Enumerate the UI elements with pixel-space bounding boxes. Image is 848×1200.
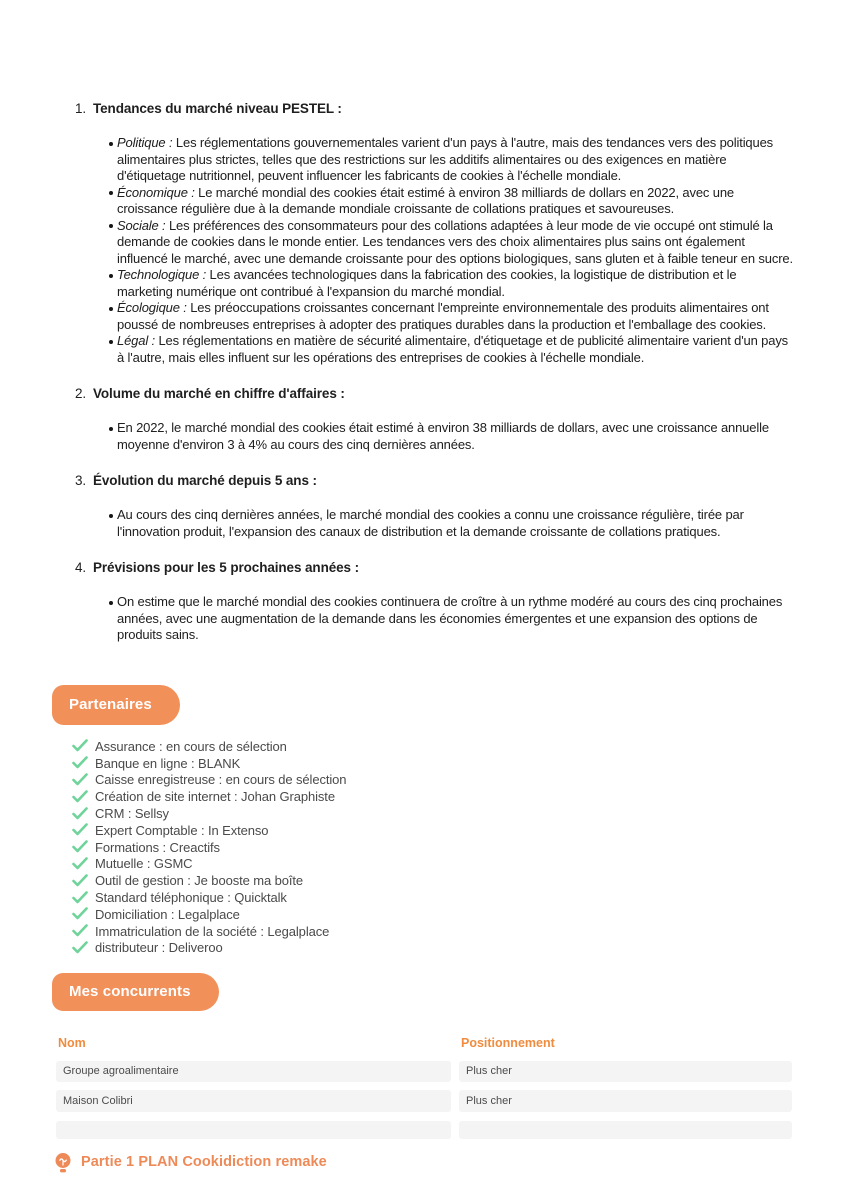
bullet-text: En 2022, le marché mondial des cookies était estimé à environ 38 milliards de dollars, avec une croissance annuelle moyenne d'environ 3 à 4% au cours des cinq dernières années. — [117, 420, 769, 452]
section-title: Prévisions pour les 5 prochaines années : — [93, 560, 359, 575]
page-title: Partie 1 PLAN Cookidiction remake — [81, 1154, 327, 1171]
check-icon — [72, 823, 88, 836]
section-title: Tendances du marché niveau PESTEL : — [93, 101, 342, 116]
check-item-label: Outil de gestion : Je booste ma boîte — [95, 873, 304, 889]
check-icon — [72, 773, 88, 786]
section-number: 4. — [75, 560, 87, 575]
bullet-item-technologique — [109, 267, 793, 300]
bullet-dot-icon — [109, 224, 113, 228]
check-item-label: Mutuelle : GSMC — [95, 856, 193, 872]
bullet-text: Technologique : Les avancées technologiques dans la fabrication des cookies, la logistique de distribution et le marketing numérique ont contribué à l'expansion du marché mondial. — [117, 267, 737, 299]
bullet-dot-icon — [109, 274, 113, 278]
bullet-list — [109, 135, 793, 366]
check-item-label: distributeur : Deliveroo — [95, 940, 223, 956]
check-icon — [72, 840, 88, 853]
check-item-caisse[interactable] — [72, 771, 848, 788]
check-item-mutuelle[interactable] — [72, 855, 848, 872]
bullet-item-sociale — [109, 218, 793, 268]
check-icon — [72, 874, 88, 887]
bullet-list — [109, 594, 793, 644]
table-cell-positionnement[interactable]: Plus cher — [459, 1090, 792, 1112]
section-heading — [75, 559, 793, 576]
bullet-item — [109, 594, 793, 644]
bullet-text: Au cours des cinq dernières années, le marché mondial des cookies a connu une croissance régulière, tirée par l'innovation produit, l'expansion des canaux de distribution et la demande croissante de collations pratiques. — [117, 507, 744, 539]
page-footer — [54, 1152, 848, 1173]
table-cell-nom[interactable]: Groupe agroalimentaire — [56, 1061, 451, 1082]
section-market-volume — [75, 385, 793, 453]
check-icon — [72, 907, 88, 920]
check-icon — [72, 756, 88, 769]
check-icon — [72, 857, 88, 870]
partners-badge-button[interactable]: Partenaires — [52, 685, 180, 725]
bullet-text: On estime que le marché mondial des cookies continuera de croître à un rythme modéré au cours des cinq prochaines années, avec une augmentation de la demande dans les économies émergentes et une expansion des options de produits sains. — [117, 594, 783, 642]
bullet-item — [109, 420, 793, 453]
partners-checklist — [72, 738, 848, 956]
check-icon — [72, 790, 88, 803]
bullet-dot-icon — [109, 307, 113, 311]
bullet-dot-icon — [109, 601, 113, 605]
bullet-item-ecologique — [109, 300, 793, 333]
bullet-item-economique — [109, 185, 793, 218]
bullet-dot-icon — [109, 340, 113, 344]
competitors-table — [56, 1036, 792, 1139]
section-number: 1. — [75, 101, 87, 116]
check-item-expert-comptable[interactable] — [72, 821, 848, 838]
section-pestel — [75, 100, 793, 366]
check-item-label: Assurance : en cours de sélection — [95, 738, 287, 754]
market-analysis-list — [75, 100, 793, 644]
table-cell-nom[interactable] — [56, 1121, 451, 1139]
section-number: 2. — [75, 386, 87, 401]
check-item-immatriculation[interactable] — [72, 922, 848, 939]
check-item-label: Caisse enregistreuse : en cours de sélection — [95, 772, 347, 788]
check-item-label: Expert Comptable : In Extenso — [95, 822, 269, 838]
check-item-label: CRM : Sellsy — [95, 806, 169, 822]
check-item-domiciliation[interactable] — [72, 905, 848, 922]
check-icon — [72, 739, 88, 752]
check-item-assurance[interactable] — [72, 738, 848, 755]
table-row — [56, 1061, 792, 1082]
check-item-label: Immatriculation de la société : Legalplace — [95, 923, 330, 939]
table-row — [56, 1090, 792, 1112]
check-icon — [72, 891, 88, 904]
table-cell-nom[interactable]: Maison Colibri — [56, 1090, 451, 1112]
bullet-text: Sociale : Les préférences des consommateurs pour des collations adaptées à leur mode de vie occupé ont stimulé la demande de cookies dans le monde entier. Les tendances vers des choix alimentaires plus sains ont également influencé le marché, avec une demande croissante pour des options biologiques, sans gluten et à faible teneur en sucre. — [117, 217, 793, 266]
check-item-label: Formations : Creactifs — [95, 839, 220, 855]
bullet-text: Écologique : Les préoccupations croissantes concernant l'empreinte environnementale des produits alimentaires ont poussé de nombreuses entreprises à adopter des pratiques durables dans la production et l'emballage des cookies. — [117, 300, 769, 332]
bullet-item-politique — [109, 135, 793, 185]
section-number: 3. — [75, 473, 87, 488]
bullet-item-legal — [109, 333, 793, 366]
check-item-banque[interactable] — [72, 754, 848, 771]
table-cell-positionnement[interactable] — [459, 1121, 792, 1139]
check-item-standard-telephonique[interactable] — [72, 889, 848, 906]
section-title: Volume du marché en chiffre d'affaires : — [93, 386, 345, 401]
table-header-row — [56, 1036, 792, 1050]
check-item-formations[interactable] — [72, 838, 848, 855]
section-heading — [75, 100, 793, 117]
check-icon — [72, 941, 88, 954]
check-item-crm[interactable] — [72, 805, 848, 822]
bullet-list — [109, 420, 793, 453]
check-item-label: Domiciliation : Legalplace — [95, 906, 240, 922]
bullet-text: Politique : Les réglementations gouvernementales varient d'un pays à l'autre, mais des tendances vers des politiques alimentaires plus strictes, telles que des restrictions sur les additifs alimentaires ou des exigences en matière d'étiquetage nutritionnel, peuvent influencer les fabricants de cookies à l'échelle mondiale. — [117, 135, 774, 183]
column-header-nom: Nom — [58, 1035, 86, 1050]
column-header-positionnement: Positionnement — [461, 1035, 555, 1050]
check-item-distributeur[interactable] — [72, 939, 848, 956]
competitors-badge-button[interactable]: Mes concurrents — [52, 973, 219, 1011]
section-forecast — [75, 559, 793, 644]
check-item-label: Création de site internet : Johan Graphiste — [95, 789, 335, 805]
check-item-label: Banque en ligne : BLANK — [95, 755, 241, 771]
lightbulb-icon — [54, 1152, 72, 1173]
check-item-outil-gestion[interactable] — [72, 872, 848, 889]
check-item-site-internet[interactable] — [72, 788, 848, 805]
bullet-dot-icon — [109, 427, 113, 431]
bullet-dot-icon — [109, 514, 113, 518]
bullet-dot-icon — [109, 191, 113, 195]
bullet-text: Économique : Le marché mondial des cookies était estimé à environ 38 milliards de dollars en 2022, avec une croissance régulière due à la demande mondiale croissante de collations pratiques et savoureuses. — [117, 184, 734, 216]
section-market-evolution — [75, 472, 793, 540]
section-title: Évolution du marché depuis 5 ans : — [93, 473, 317, 488]
bullet-list — [109, 507, 793, 540]
check-item-label: Standard téléphonique : Quicktalk — [95, 890, 287, 906]
bullet-text: Légal : Les réglementations en matière de sécurité alimentaire, d'étiquetage et de publicité alimentaire varient d'un pays à l'autre, mais elles influent sur les opérations des entreprises de cookies à l'échelle mondiale. — [117, 333, 789, 365]
section-heading — [75, 385, 793, 402]
bullet-item — [109, 507, 793, 540]
table-cell-positionnement[interactable]: Plus cher — [459, 1061, 792, 1082]
bullet-dot-icon — [109, 142, 113, 146]
section-heading — [75, 472, 793, 489]
check-icon — [72, 807, 88, 820]
check-icon — [72, 924, 88, 937]
table-row-empty — [56, 1121, 792, 1139]
